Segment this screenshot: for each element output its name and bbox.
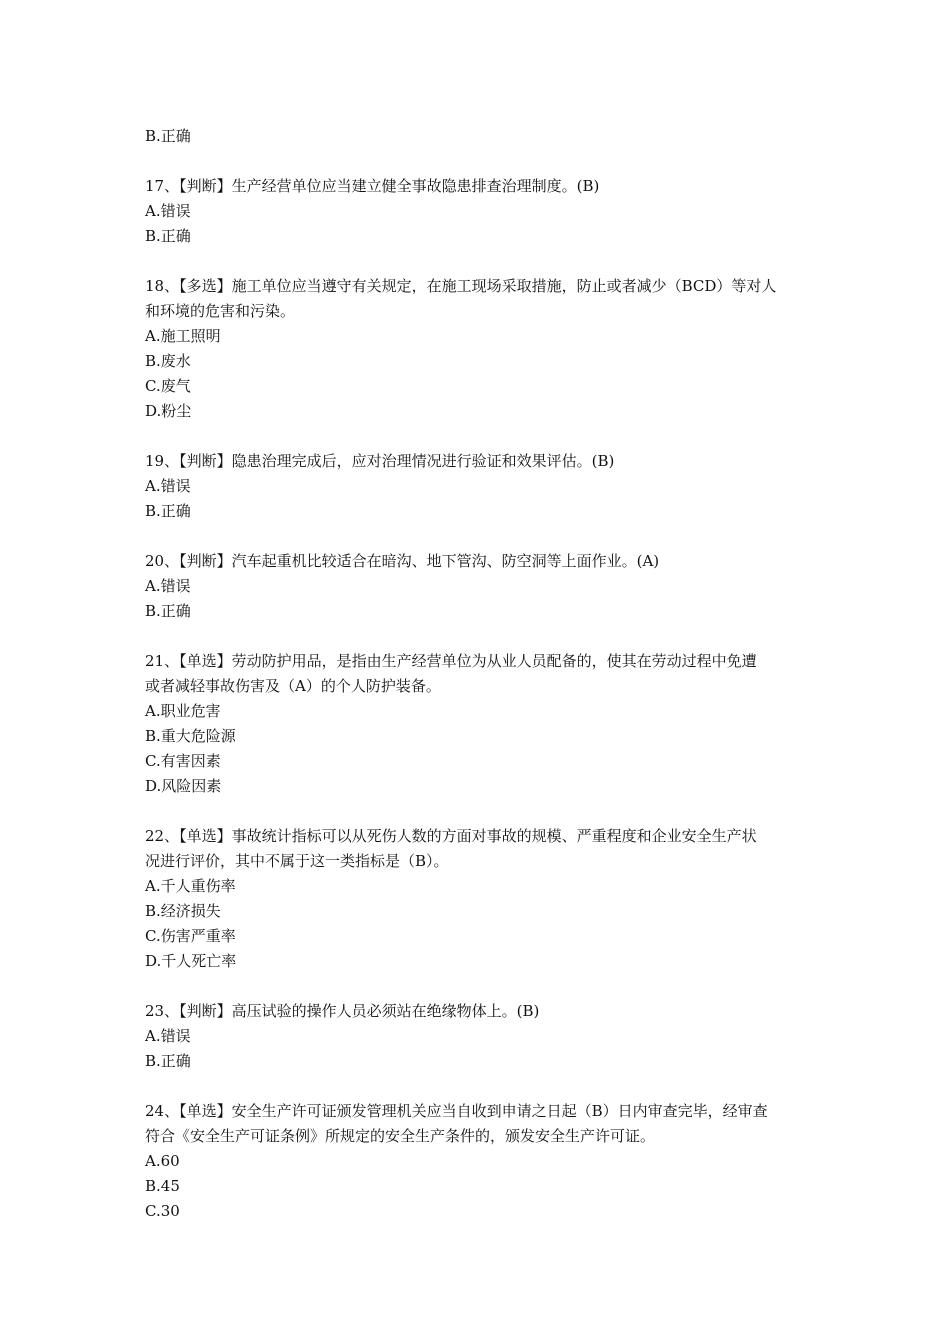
option-text: D.风险因素 (145, 777, 222, 795)
question-stem-continued: 符合《安全生产可证条例》所规定的安全生产条件的，颁发安全生产许可证。 (145, 1127, 656, 1145)
spacer (145, 1074, 825, 1099)
spacer (145, 524, 825, 549)
option-text: D.千人死亡率 (145, 952, 237, 970)
spacer (145, 974, 825, 999)
question-stem: 22、【单选】事故统计指标可以从死伤人数的方面对事故的规模、严重程度和企业安全生产状 (145, 827, 757, 845)
question-stem-continued: 或者减轻事故伤害及（A）的个人防护装备。 (145, 677, 441, 695)
option-text: B.正确 (145, 602, 191, 620)
question-stem: 18、【多选】施工单位应当遵守有关规定，在施工现场采取措施，防止或者减少（BCD）等对人 (145, 277, 777, 295)
question-24 (145, 1099, 825, 1224)
question-19 (145, 449, 825, 524)
question-18 (145, 274, 825, 424)
option-text: B.重大危险源 (145, 727, 236, 745)
question-17 (145, 174, 825, 249)
option-text: A.错误 (145, 477, 191, 495)
option-text: B.正确 (145, 127, 191, 145)
spacer (145, 624, 825, 649)
option-text: A.职业危害 (145, 702, 221, 720)
option-text: C.废气 (145, 377, 191, 395)
question-stem: 24、【单选】安全生产许可证颁发管理机关应当自收到申请之日起（B）日内审查完毕，经审查 (145, 1102, 768, 1120)
option-text: A.千人重伤率 (145, 877, 236, 895)
spacer (145, 249, 825, 274)
option-text: B.45 (145, 1177, 180, 1195)
option-text: C.有害因素 (145, 752, 221, 770)
option-text: B.经济损失 (145, 902, 221, 920)
option-text: A.60 (145, 1152, 180, 1170)
question-stem: 23、【判断】高压试验的操作人员必须站在绝缘物体上。(B) (145, 1002, 540, 1020)
question-stem-continued: 况进行评价，其中不属于这一类指标是（B）。 (145, 852, 449, 870)
option-text: A.错误 (145, 202, 191, 220)
option-text: C.30 (145, 1202, 180, 1220)
option-text: B.正确 (145, 502, 191, 520)
question-22 (145, 824, 825, 974)
spacer (145, 149, 825, 174)
question-stem-continued: 和环境的危害和污染。 (145, 302, 296, 320)
option-text: A.错误 (145, 1027, 191, 1045)
option-text: A.施工照明 (145, 327, 221, 345)
question-stem: 19、【判断】隐患治理完成后，应对治理情况进行验证和效果评估。(B) (145, 452, 615, 470)
option-text: C.伤害严重率 (145, 927, 236, 945)
option-text: B.废水 (145, 352, 191, 370)
question-20 (145, 549, 825, 624)
question-stem: 21、【单选】劳动防护用品，是指由生产经营单位为从业人员配备的，使其在劳动过程中免遭 (145, 652, 757, 670)
question-21 (145, 649, 825, 799)
option-text: B.正确 (145, 1052, 191, 1070)
spacer (145, 799, 825, 824)
option-text: D.粉尘 (145, 402, 192, 420)
question-stem: 20、【判断】汽车起重机比较适合在暗沟、地下管沟、防空洞等上面作业。(A) (145, 552, 660, 570)
option-text: A.错误 (145, 577, 191, 595)
spacer (145, 424, 825, 449)
question-23 (145, 999, 825, 1074)
document-page (145, 124, 825, 1224)
question-stem: 17、【判断】生产经营单位应当建立健全事故隐患排查治理制度。(B) (145, 177, 600, 195)
option-text: B.正确 (145, 227, 191, 245)
